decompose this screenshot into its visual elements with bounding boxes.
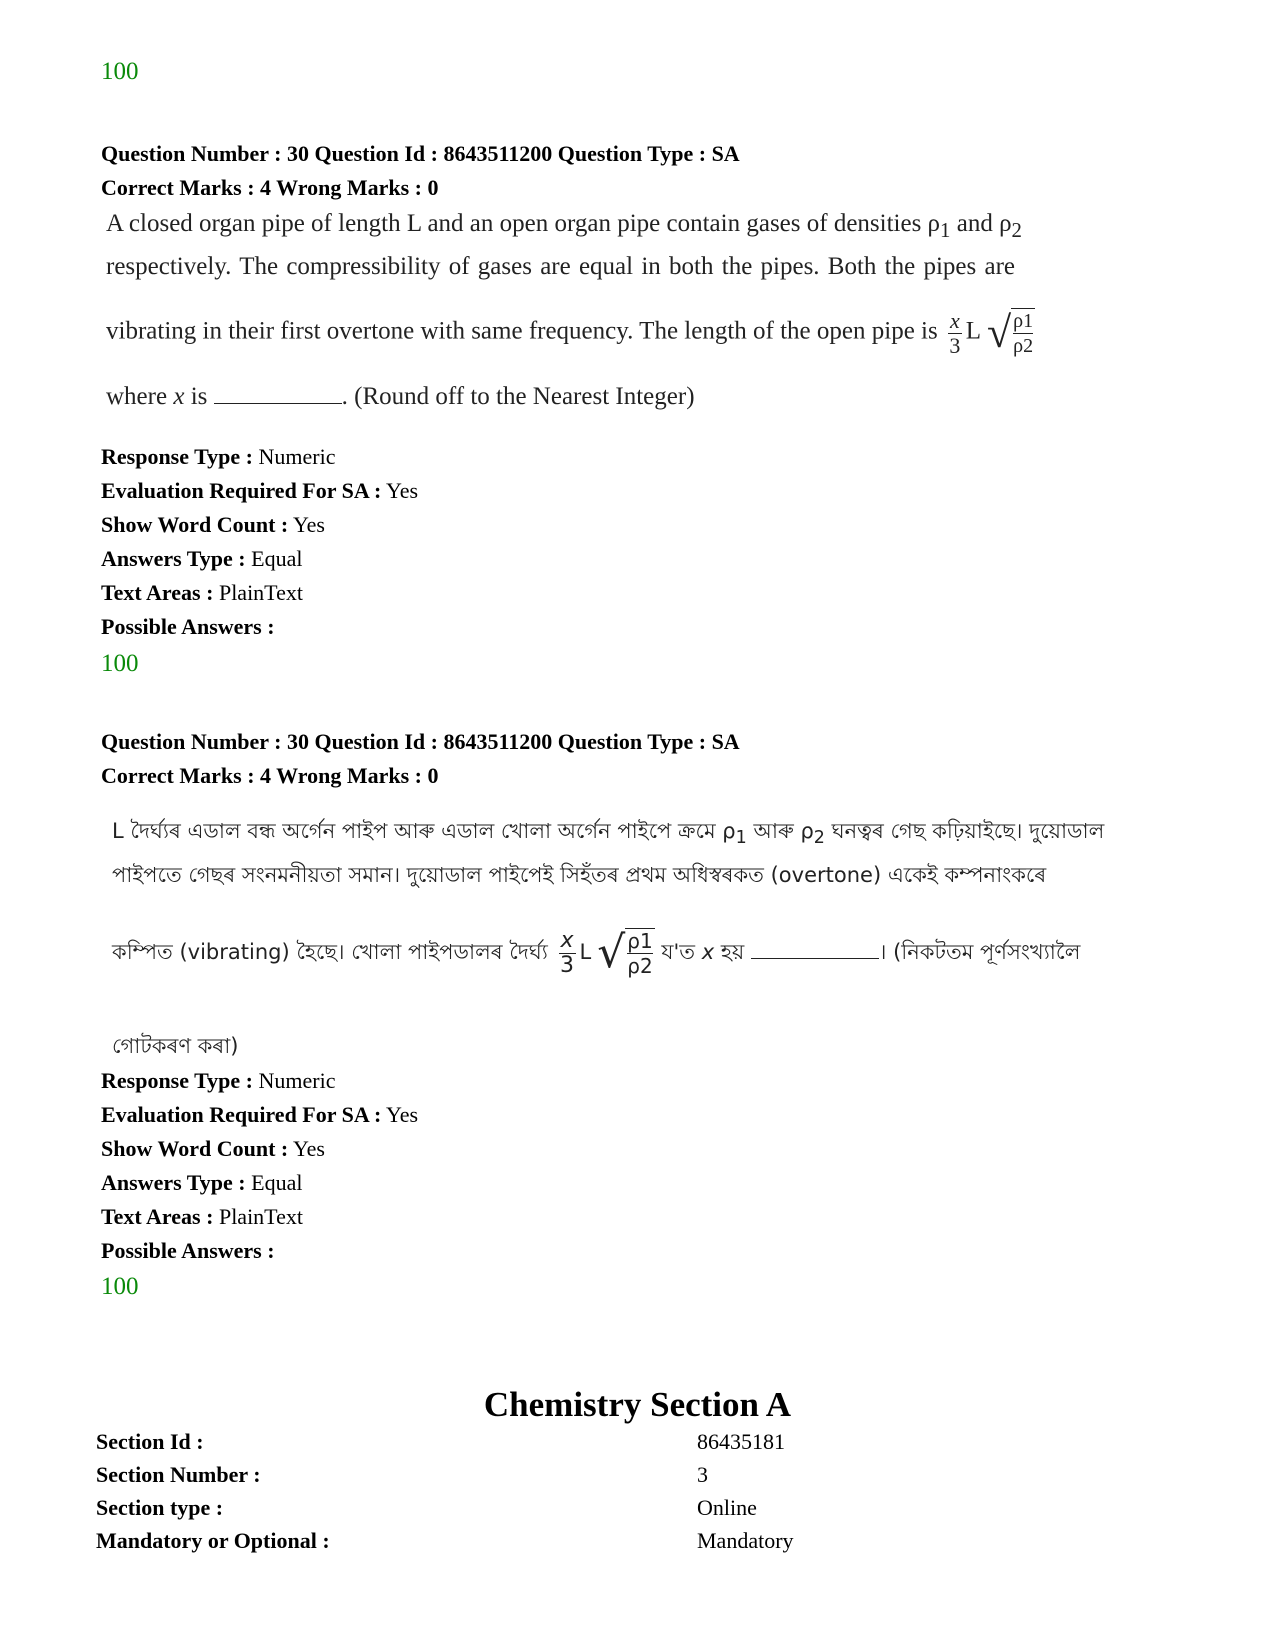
property-row: Evaluation Required For SA : Yes (101, 1102, 419, 1127)
possible-answer-value: 100 (101, 650, 139, 677)
question-line: গোটকৰণ কৰা) (112, 1034, 239, 1058)
section-info-row: Mandatory or Optional : Mandatory (96, 1528, 794, 1553)
fraction-x-over-3: $\frac{x}{3}$ (949, 307, 961, 358)
property-row: Evaluation Required For SA : Yes (101, 478, 419, 503)
question-line: কম্পিত (vibrating) হৈছে। খোলা পাইপডালৰ দৈৰ্ঘ্য $\frac{x}{3}$ L √ ρ1 ρ2 য'ত x হয় । (নিকটতম পূৰ্ণসংখ্যালৈ (112, 927, 1081, 978)
section-info-row: Section Number : 3 (96, 1462, 708, 1487)
answer-blank (214, 402, 342, 404)
question-line: where x is . (Round off to the Nearest Integer) (106, 383, 695, 410)
possible-answer-value: 100 (101, 58, 139, 85)
property-row: Possible Answers : (101, 614, 275, 639)
sqrt-rho-ratio: √ ρ1 ρ2 (597, 927, 653, 978)
question-line: respectively. The compressibility of gases are equal in both the pipes. Both the pipes are (106, 253, 1016, 280)
question-meta-line: Question Number : 30 Question Id : 8643511200 Question Type : SA (101, 729, 740, 754)
answer-blank (751, 957, 879, 959)
response-properties (101, 1064, 418, 1268)
fraction-x-over-3: $\frac{x}{3}$ (560, 927, 575, 978)
property-row: Text Areas : PlainText (101, 580, 303, 605)
possible-answer-value: 100 (101, 1273, 139, 1300)
question-header (101, 137, 740, 205)
property-row: Possible Answers : (101, 1238, 275, 1263)
marks-line: Correct Marks : 4 Wrong Marks : 0 (101, 763, 439, 788)
question-header (101, 725, 740, 793)
question-line: L দৈৰ্ঘ্যৰ এডাল বন্ধ অৰ্গেন পাইপ আৰু এডাল খোলা অৰ্গেন পাইপে ক্ৰমে $\rho_1$ আৰু $\rho_2$ ঘনত্বৰ গেছ কঢ়িয়াইছে। দুয়োডাল (112, 819, 1105, 849)
question-line: A closed organ pipe of length L and an open organ pipe contain gases of densities $\rho_1$ and $\rho_2$ (106, 210, 1022, 242)
sqrt-rho-ratio: √ ρ1 ρ2 (987, 308, 1034, 357)
property-row: Response Type : Numeric (101, 444, 336, 469)
section-info-row: Section Id : 86435181 (96, 1429, 785, 1454)
property-row: Response Type : Numeric (101, 1068, 336, 1093)
property-row: Text Areas : PlainText (101, 1204, 303, 1229)
response-properties (101, 440, 418, 644)
section-title: Chemistry Section A (483, 1385, 792, 1424)
property-row: Show Word Count : Yes (101, 512, 325, 537)
property-row: Answers Type : Equal (101, 546, 303, 571)
question-meta-line: Question Number : 30 Question Id : 8643511200 Question Type : SA (101, 141, 740, 166)
property-row: Show Word Count : Yes (101, 1136, 325, 1161)
section-info-row: Section type : Online (96, 1495, 757, 1520)
marks-line: Correct Marks : 4 Wrong Marks : 0 (101, 175, 439, 200)
property-row: Answers Type : Equal (101, 1170, 303, 1195)
question-line: vibrating in their first overtone with same frequency. The length of the open pipe is $\frac{x}{3}$ L √ ρ1 ρ2 (106, 307, 1034, 358)
question-line: পাইপতে গেছৰ সংনমনীয়তা সমান। দুয়োডাল পাইপেই সিহঁতৰ প্ৰথম অধিস্বৰকত (overtone) একেই কম্পনাংকৰে (112, 863, 1047, 887)
